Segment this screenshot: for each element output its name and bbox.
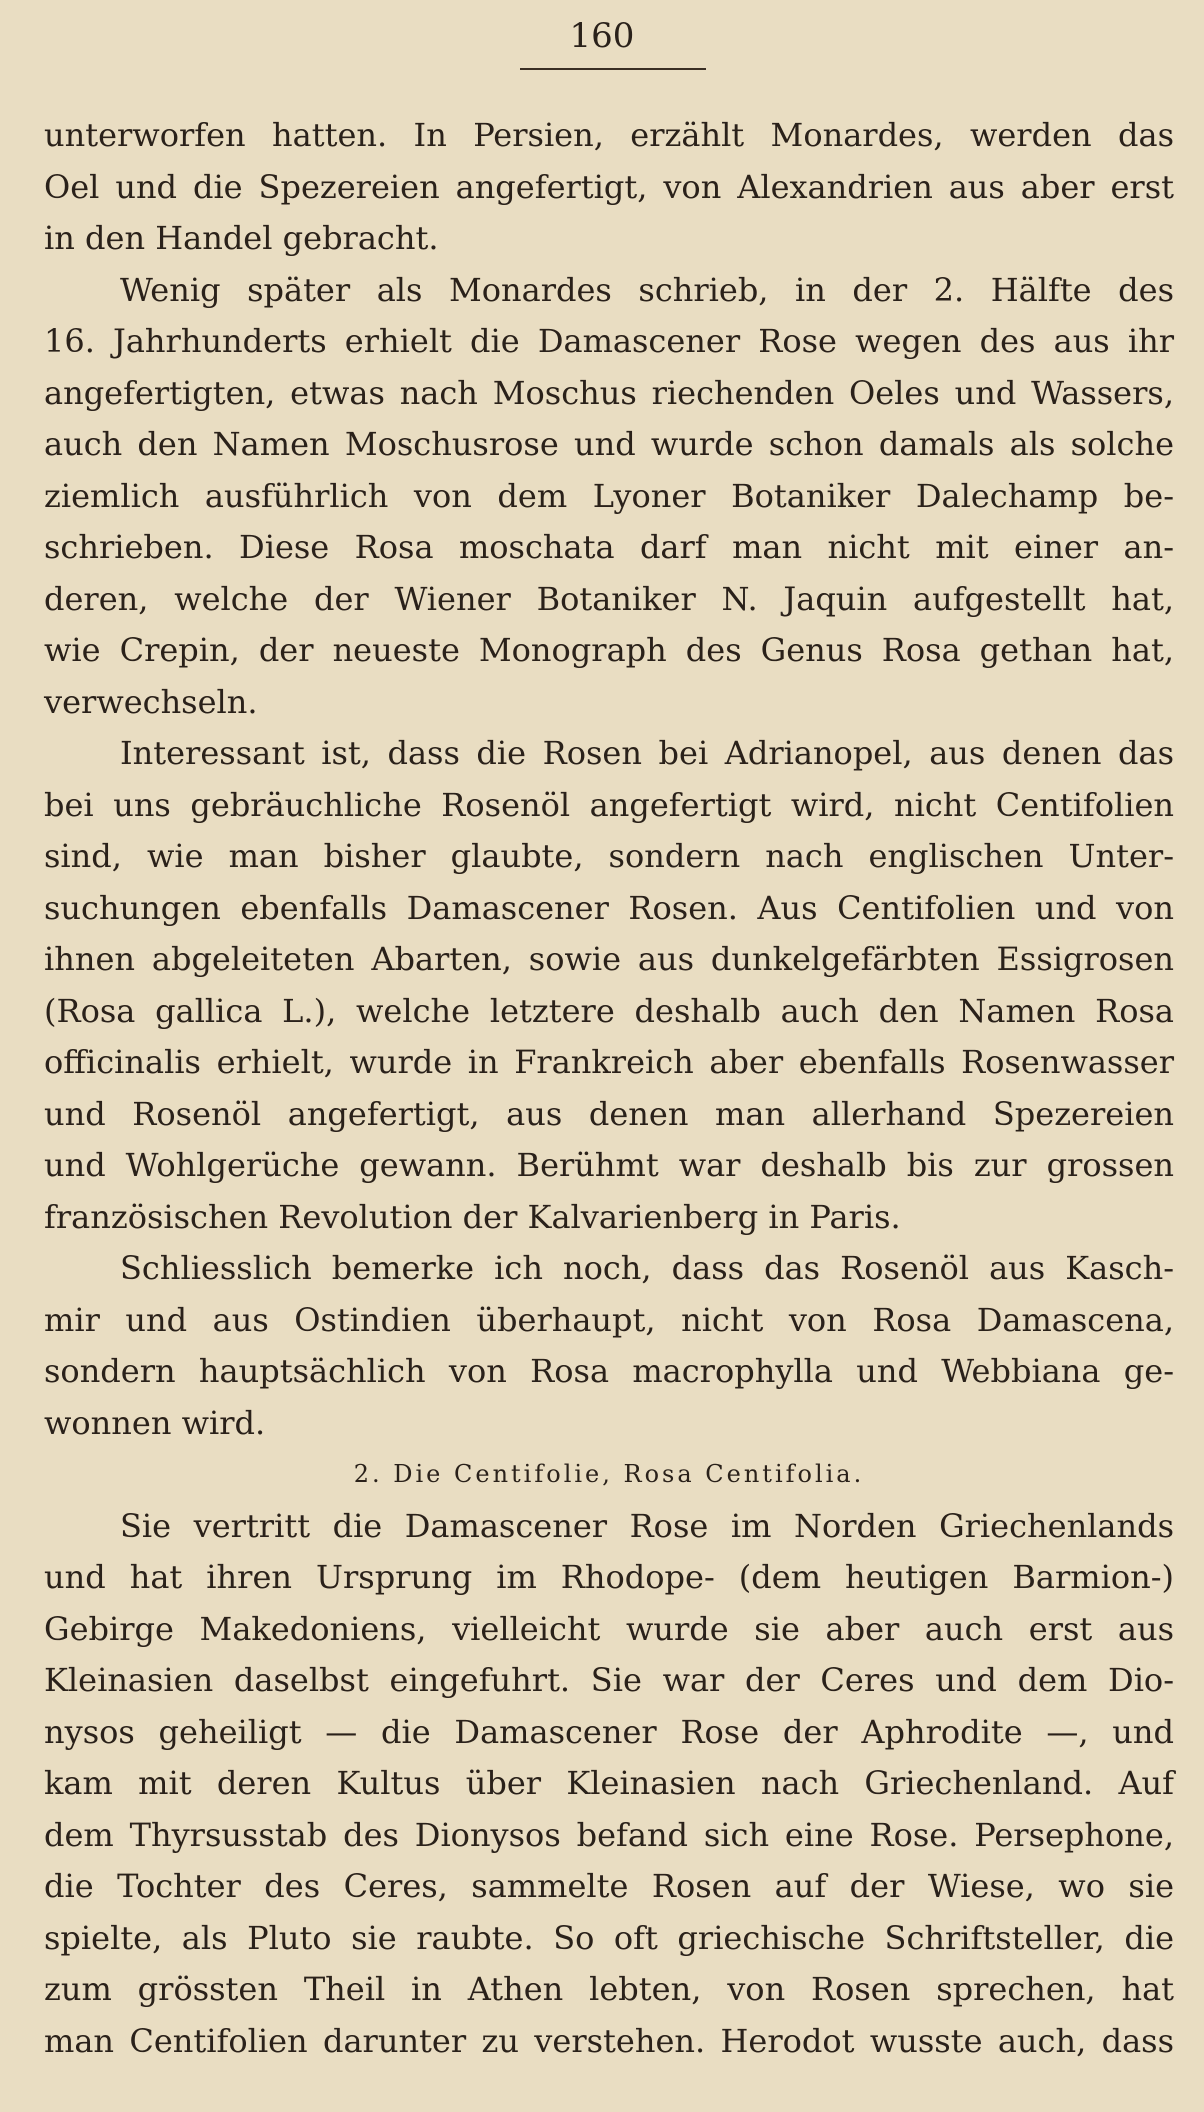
body-text xyxy=(44,110,1174,2067)
paragraph-moschusrose xyxy=(44,265,1174,729)
text-line: die Tochter des Ceres, sammelte Rosen auf der Wiese, wo sie xyxy=(44,1867,1174,1905)
section-heading: 2. Die Centifolie, Rosa Centifolia. xyxy=(353,1460,865,1488)
header-rule xyxy=(520,68,706,70)
text-line: und hat ihren Ursprung im Rhodope- (dem heutigen Barmion-) xyxy=(44,1558,1174,1596)
text-line: ihnen abgeleiteten Abarten, sowie aus dunkelgefärbten Essigrosen xyxy=(44,940,1174,978)
text-line: Oel und die Spezereien angefertigt, von Alexandrien aus aber erst xyxy=(44,167,1174,206)
text-line: angefertigten, etwas nach Moschus riechenden Oeles und Wassers, xyxy=(44,373,1174,412)
text-line: kam mit deren Kultus über Kleinasien nach Griechenland. Auf xyxy=(44,1764,1174,1802)
text-line: sondern hauptsächlich von Rosa macrophylla und Webbiana ge- xyxy=(44,1352,1174,1390)
text-line: nysos geheiligt — die Damascener Rose der Aphrodite —, und xyxy=(44,1712,1174,1751)
text-line: Schliesslich bemerke ich noch, dass das Rosenöl aus Kasch- xyxy=(120,1249,1174,1287)
text-line: ziemlich ausführlich von dem Lyoner Botaniker Dalechamp be- xyxy=(44,476,1174,515)
text-line: schrieben. Diese Rosa moschata darf man nicht mit einer an- xyxy=(44,528,1174,566)
text-line: (Rosa gallica L.), welche letztere deshalb auch den Namen Rosa xyxy=(44,991,1174,1030)
text-line: mir und aus Ostindien überhaupt, nicht von Rosa Damascena, xyxy=(44,1300,1174,1339)
text-line: 16. Jahrhunderts erhielt die Damascener Rose wegen des aus ihr xyxy=(44,322,1174,360)
paragraph-kaschmir xyxy=(44,1243,1174,1449)
page-number: 160 xyxy=(569,16,635,56)
text-line: suchungen ebenfalls Damascener Rosen. Aus Centifolien und von xyxy=(44,888,1174,927)
text-line: Sie vertritt die Damascener Rose im Norden Griechenlands xyxy=(120,1506,1174,1545)
text-line: spielte, als Pluto sie raubte. So oft griechische Schriftsteller, die xyxy=(44,1918,1174,1957)
text-line: man Centifolien darunter zu verstehen. Herodot wusste auch, dass xyxy=(44,2021,1174,2060)
text-line: Interessant ist, dass die Rosen bei Adrianopel, aus denen das xyxy=(120,734,1174,772)
text-line: verwechseln. xyxy=(44,682,258,721)
text-line: Wenig später als Monardes schrieb, in der 2. Hälfte des xyxy=(120,270,1174,309)
text-line: wonnen wird. xyxy=(44,1403,266,1442)
text-line: auch den Namen Moschusrose und wurde schon damals als solche xyxy=(44,425,1174,463)
text-line: Kleinasien daselbst eingefuhrt. Sie war der Ceres und dem Dio- xyxy=(44,1661,1174,1699)
text-line: französischen Revolution der Kalvarienberg in Paris. xyxy=(44,1197,901,1236)
text-line: wie Crepin, der neueste Monograph des Genus Rosa gethan hat, xyxy=(44,631,1174,669)
text-line: und Wohlgerüche gewann. Berühmt war deshalb bis zur grossen xyxy=(44,1146,1174,1184)
text-line: zum grössten Theil in Athen lebten, von Rosen sprechen, hat xyxy=(44,1970,1174,2008)
text-line: sind, wie man bisher glaubte, sondern nach englischen Unter- xyxy=(44,837,1174,875)
paragraph-centifolie xyxy=(44,1501,1174,2068)
text-line: deren, welche der Wiener Botaniker N. Jaquin aufgestellt hat, xyxy=(44,579,1174,618)
text-line: officinalis erhielt, wurde in Frankreich aber ebenfalls Rosenwasser xyxy=(44,1043,1174,1081)
text-line: und Rosenöl angefertigt, aus denen man allerhand Spezereien xyxy=(44,1094,1174,1133)
text-line: bei uns gebräuchliche Rosenöl angefertigt wird, nicht Centifolien xyxy=(44,785,1174,824)
text-line: in den Handel gebracht. xyxy=(44,219,439,257)
text-line: dem Thyrsusstab des Dionysos befand sich eine Rose. Persephone, xyxy=(44,1815,1174,1854)
text-line: Gebirge Makedoniens, vielleicht wurde sie aber auch erst aus xyxy=(44,1609,1174,1648)
text-line: unterworfen hatten. In Persien, erzählt Monardes, werden das xyxy=(44,116,1174,154)
paragraph-continuation xyxy=(44,110,1174,265)
paragraph-adrianopel xyxy=(44,728,1174,1243)
